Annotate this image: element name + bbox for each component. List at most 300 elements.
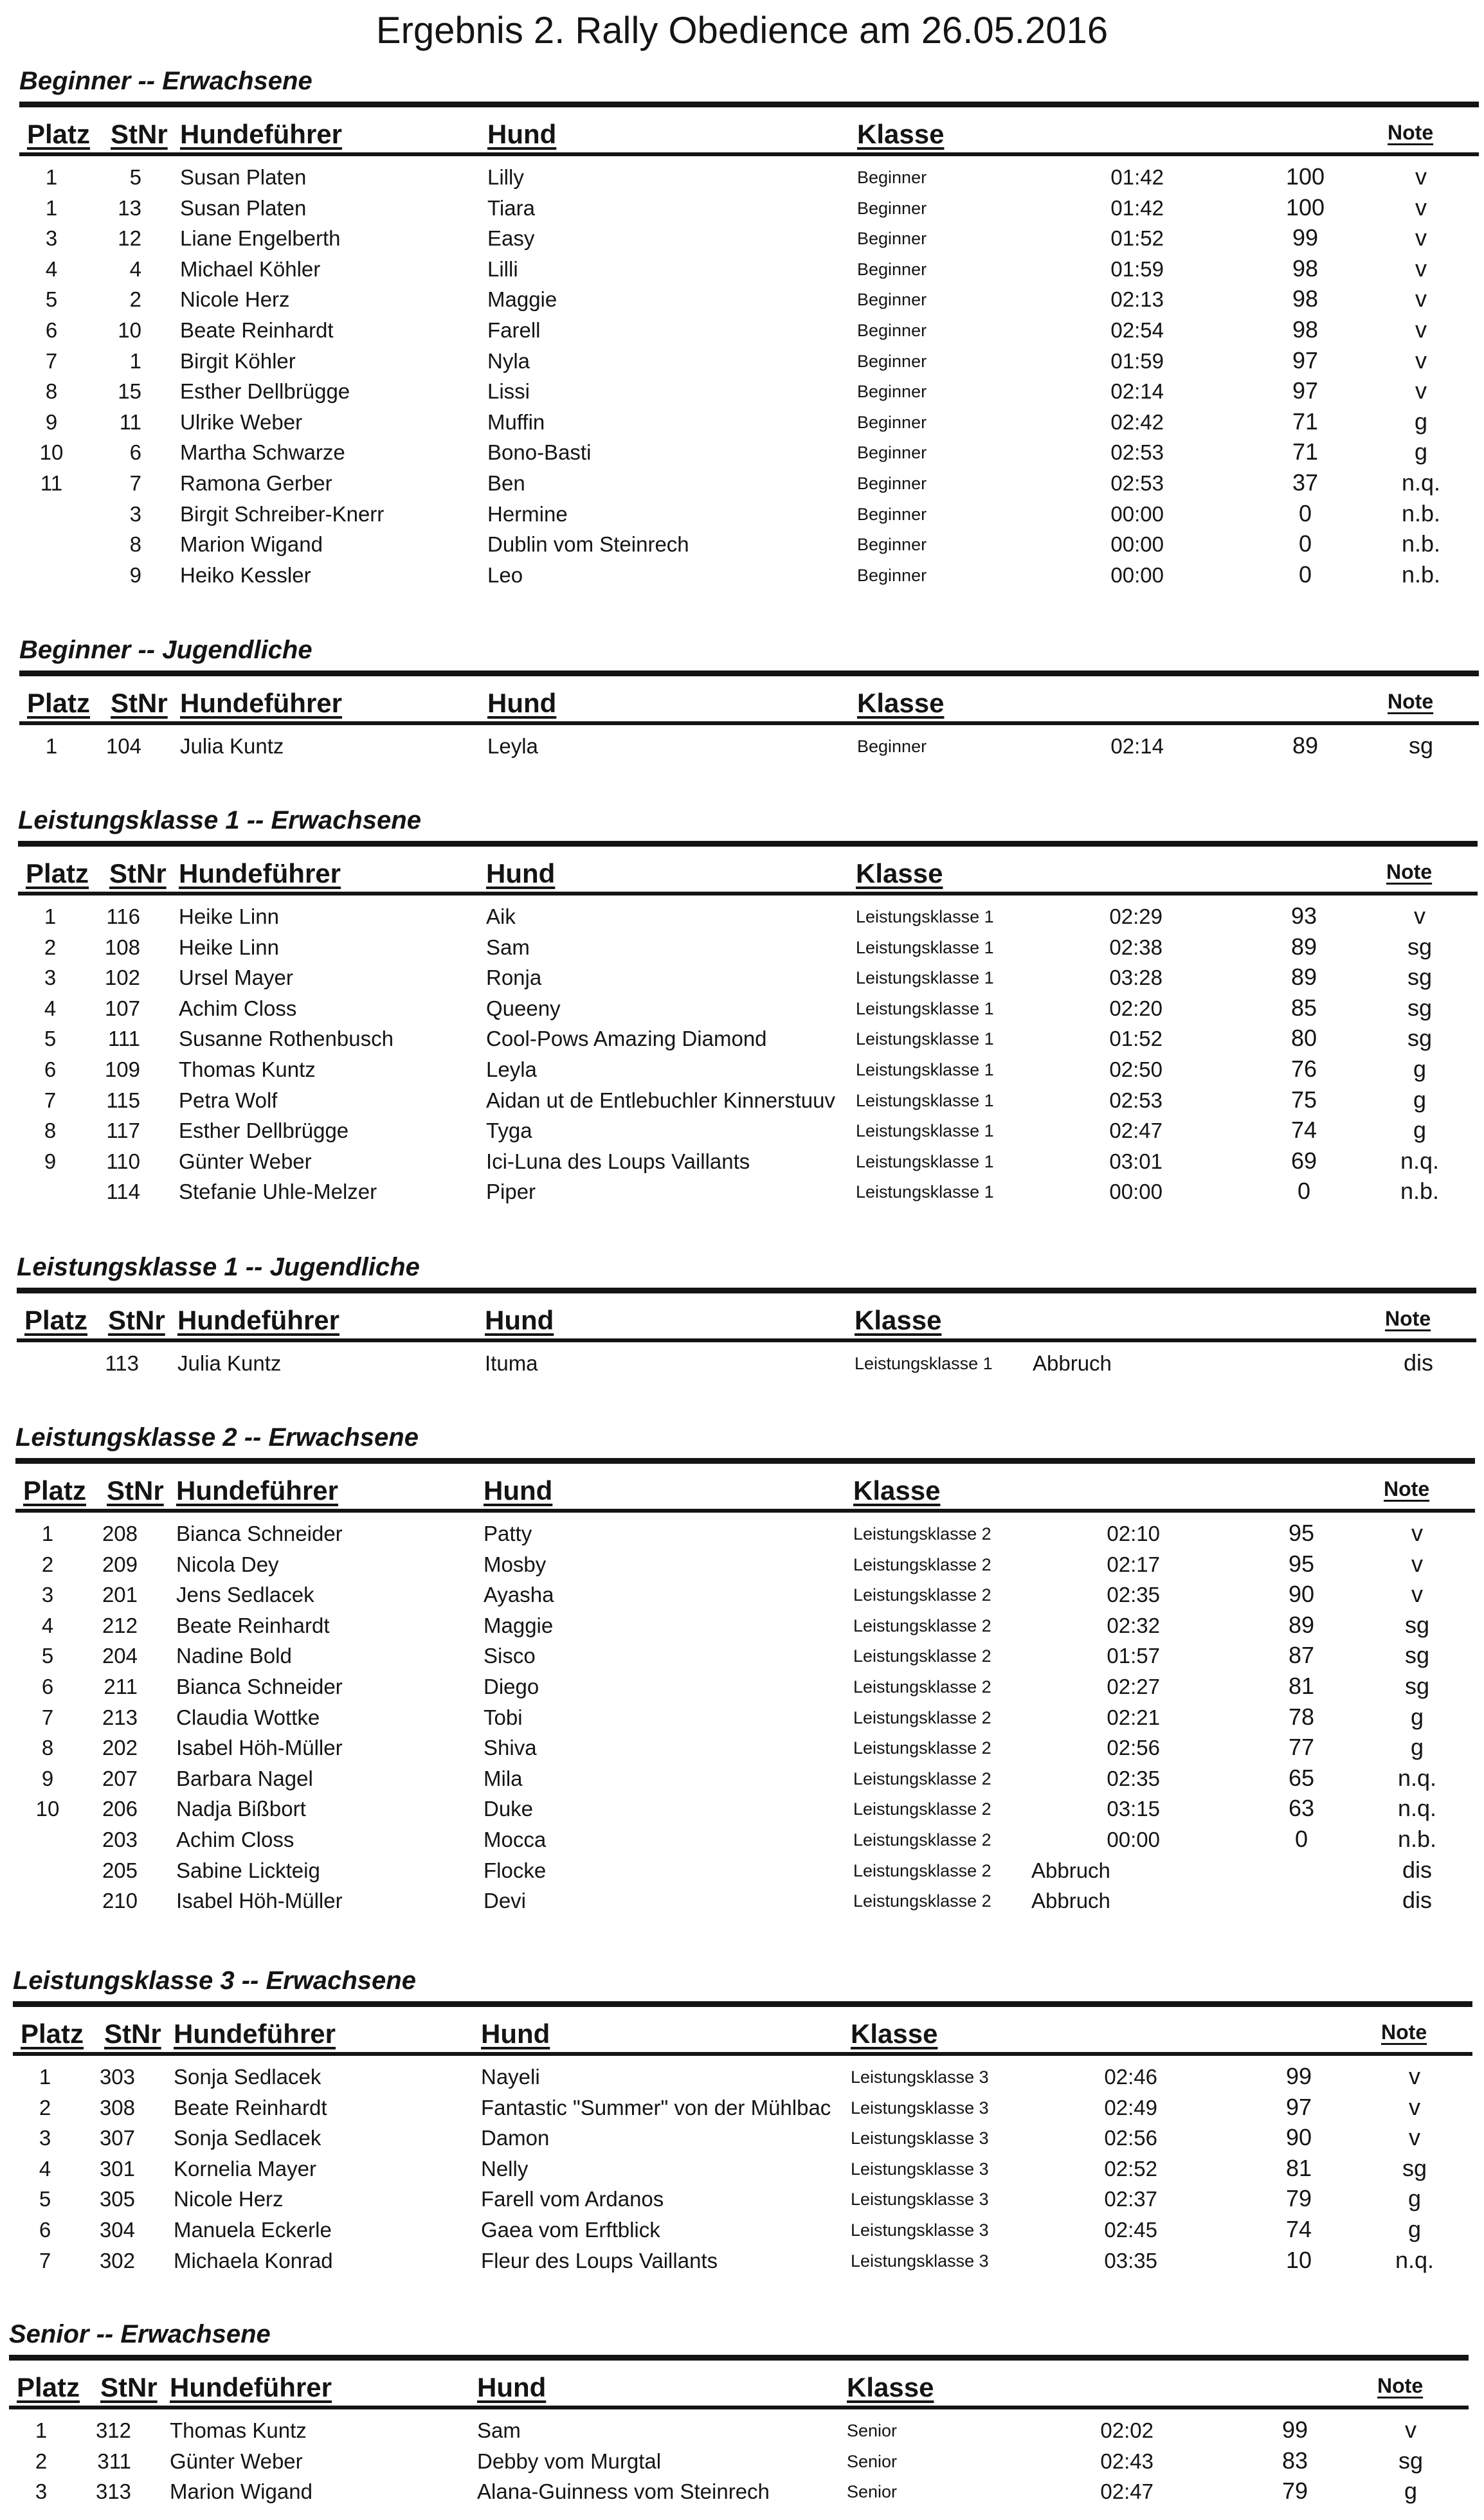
cell-pk: 90 — [1285, 2124, 1312, 2151]
cell-note: v — [1415, 346, 1427, 374]
cell-lz: 02:13 — [1110, 287, 1164, 312]
cell-pk: 89 — [1292, 732, 1319, 759]
cell-hf: Birgit Köhler — [180, 348, 296, 373]
cell-platz: 1 — [45, 734, 58, 758]
cell-klasse: Leistungsklasse 2 — [853, 1646, 991, 1666]
table-row — [9, 2445, 1469, 2476]
cell-klasse: Leistungsklasse 2 — [853, 1769, 991, 1788]
cell-hf: Sonja Sedlacek — [174, 2065, 321, 2089]
cell-platz: 10 — [39, 440, 64, 465]
cell-lz: 02:35 — [1107, 1766, 1160, 1790]
cell-hf: Achim Closs — [176, 1827, 294, 1851]
cell-klasse: Senior — [847, 2482, 898, 2502]
table-row — [13, 2245, 1472, 2276]
table-row — [15, 1671, 1475, 1702]
cell-stnr: 201 — [102, 1583, 138, 1607]
cell-hund: Mila — [484, 1766, 523, 1790]
cell-pk: 37 — [1292, 469, 1319, 496]
table-header — [9, 2361, 1469, 2406]
cell-hf: Bianca Schneider — [176, 1674, 343, 1698]
cell-note: v — [1409, 2124, 1420, 2151]
cell-hund: Ben — [487, 471, 525, 495]
cell-stnr: 301 — [99, 2156, 135, 2181]
cell-pk: 74 — [1290, 1117, 1317, 1144]
cell-stnr: 205 — [102, 1858, 138, 1882]
cell-platz: 7 — [44, 1088, 57, 1112]
table-row — [19, 345, 1479, 376]
cell-klasse: Beginner — [857, 737, 927, 756]
cell-platz: 1 — [39, 2065, 51, 2089]
cell-klasse: Leistungsklasse 3 — [851, 2098, 989, 2118]
cell-pk: 71 — [1292, 408, 1319, 435]
page-title: Ergebnis 2. Rally Obedience am 26.05.2016 — [376, 10, 1108, 51]
table-header — [15, 1464, 1475, 1509]
cell-hf: Isabel Höh-Müller — [176, 1736, 343, 1760]
cell-klasse: Beginner — [857, 565, 927, 585]
cell-pk: 90 — [1288, 1581, 1315, 1608]
header-underline — [9, 2406, 1469, 2409]
cell-pk: 83 — [1281, 2447, 1308, 2474]
cell-hund: Farell — [487, 318, 541, 342]
cell-pk: 63 — [1288, 1795, 1315, 1822]
cell-lz: 02:45 — [1104, 2217, 1157, 2242]
column-header-hf: Hundeführer — [180, 688, 342, 718]
cell-klasse: Leistungsklasse 1 — [856, 1029, 994, 1049]
cell-note: v — [1411, 1550, 1423, 1577]
cell-hund: Debby vom Murgtal — [477, 2449, 662, 2473]
cell-lz: 02:53 — [1109, 1088, 1163, 1112]
table-row — [9, 2415, 1469, 2445]
cell-stnr: 116 — [106, 905, 140, 928]
cell-stnr: 12 — [118, 226, 141, 251]
table-row — [15, 1885, 1475, 1916]
cell-klasse: Senior — [847, 2421, 898, 2440]
table-row — [13, 2122, 1472, 2153]
cell-hf: Nicola Dey — [176, 1552, 279, 1576]
cell-hund: Nelly — [481, 2156, 529, 2181]
cell-hund: Queeny — [486, 996, 561, 1020]
cell-hund: Cool-Pows Amazing Diamond — [486, 1027, 767, 1051]
cell-stnr: 6 — [129, 440, 141, 465]
cell-stnr: 104 — [105, 734, 141, 758]
cell-lz: 03:15 — [1107, 1797, 1160, 1821]
table-body — [19, 161, 1479, 590]
header-underline — [19, 152, 1479, 156]
cell-stnr: 114 — [106, 1180, 140, 1204]
cell-hf: Birgit Schreiber-Knerr — [180, 501, 385, 526]
cell-note: sg — [1407, 994, 1433, 1021]
cell-hf: Heike Linn — [179, 905, 279, 928]
cell-stnr: 115 — [106, 1088, 140, 1112]
cell-platz: 7 — [41, 1705, 54, 1729]
cell-hf: Günter Weber — [179, 1149, 312, 1173]
section-leistungsklasse-2-erwachsene — [15, 1421, 1475, 1916]
cell-hf: Martha Schwarze — [180, 440, 345, 465]
column-header-platz: Platz — [27, 119, 91, 149]
cell-pk: 81 — [1288, 1672, 1315, 1699]
cell-platz: 1 — [41, 1522, 54, 1545]
cell-klasse: Leistungsklasse 2 — [853, 1891, 991, 1911]
header-underline — [13, 2052, 1472, 2056]
table-row — [13, 2061, 1472, 2092]
cell-klasse: Beginner — [857, 320, 927, 340]
cell-klasse: Leistungsklasse 2 — [853, 1616, 991, 1635]
table-header — [18, 847, 1478, 892]
section-title: Leistungsklasse 1 -- Jugendliche — [17, 1253, 420, 1281]
cell-platz: 2 — [35, 2449, 48, 2473]
section-divider — [17, 1288, 1476, 1293]
cell-note: v — [1411, 1581, 1423, 1608]
cell-lz: 02:49 — [1104, 2095, 1157, 2120]
cell-hf: Petra Wolf — [179, 1088, 278, 1112]
cell-note: g — [1410, 1734, 1424, 1761]
section-title: Leistungsklasse 2 -- Erwachsene — [15, 1423, 419, 1452]
cell-hf: Beate Reinhardt — [180, 318, 334, 342]
cell-stnr: 311 — [97, 2449, 131, 2473]
table-row — [18, 1084, 1478, 1115]
cell-hf: Heiko Kessler — [180, 562, 311, 587]
cell-hf: Marion Wigand — [170, 2480, 312, 2504]
section-title: Leistungsklasse 3 -- Erwachsene — [13, 1967, 416, 1995]
table-header — [19, 676, 1479, 721]
table-body — [17, 1347, 1476, 1378]
cell-pk: 99 — [1281, 2416, 1308, 2443]
section-divider — [19, 102, 1479, 107]
section-title: Leistungsklasse 1 -- Erwachsene — [18, 806, 421, 834]
cell-lz: 02:52 — [1104, 2156, 1157, 2181]
cell-lz: 02:56 — [1104, 2126, 1157, 2150]
cell-stnr: 15 — [118, 379, 141, 404]
cell-hund: Patty — [484, 1522, 532, 1545]
cell-stnr: 109 — [104, 1057, 140, 1081]
cell-platz: 4 — [39, 2156, 51, 2181]
cell-pk: 71 — [1292, 438, 1319, 465]
cell-klasse: Leistungsklasse 2 — [853, 1860, 991, 1880]
cell-lz: 02:32 — [1107, 1613, 1160, 1637]
cell-klasse: Leistungsklasse 1 — [856, 937, 994, 957]
cell-platz: 2 — [41, 1552, 54, 1576]
cell-hf: Stefanie Uhle-Melzer — [179, 1180, 377, 1204]
cell-platz: 1 — [44, 905, 57, 928]
cell-hf: Barbara Nagel — [176, 1766, 313, 1790]
table-body — [9, 2415, 1469, 2506]
column-header-stnr: StNr — [109, 858, 167, 888]
cell-hf: Susan Platen — [180, 195, 307, 220]
cell-platz: 9 — [44, 1149, 57, 1173]
cell-klasse: Beginner — [857, 504, 927, 524]
cell-lz: 00:00 — [1110, 501, 1164, 526]
cell-klasse: Beginner — [857, 535, 927, 555]
cell-stnr: 4 — [129, 256, 141, 281]
cell-abbr: Abbruch — [1031, 1889, 1110, 1913]
cell-hund: Flocke — [484, 1858, 547, 1882]
cell-lz: 02:20 — [1109, 996, 1163, 1020]
cell-lz: 01:52 — [1110, 226, 1164, 251]
cell-platz: 1 — [45, 195, 58, 220]
cell-lz: 02:47 — [1109, 1119, 1163, 1143]
cell-klasse: Beginner — [857, 412, 927, 432]
cell-note: sg — [1404, 1611, 1430, 1638]
cell-stnr: 1 — [129, 348, 141, 373]
column-header-hund: Hund — [481, 2019, 550, 2049]
cell-pk: 100 — [1285, 194, 1325, 221]
cell-platz: 2 — [39, 2095, 51, 2120]
cell-note: sg — [1407, 964, 1433, 991]
cell-lz: 01:57 — [1107, 1644, 1160, 1668]
table-row — [19, 467, 1479, 498]
cell-lz: 02:53 — [1110, 471, 1164, 495]
cell-stnr: 302 — [99, 2248, 135, 2272]
column-header-note: Note — [1388, 121, 1434, 144]
cell-hund: Tobi — [484, 1705, 523, 1729]
cell-note: n.q. — [1395, 2246, 1434, 2273]
cell-platz: 1 — [35, 2418, 48, 2442]
cell-stnr: 206 — [102, 1797, 138, 1821]
cell-hf: Michaela Konrad — [174, 2248, 333, 2272]
cell-lz: 02:14 — [1110, 379, 1164, 404]
column-header-hund: Hund — [487, 688, 557, 718]
cell-hf: Susanne Rothenbusch — [179, 1027, 394, 1051]
cell-note: sg — [1404, 1642, 1430, 1669]
cell-lz: 02:50 — [1109, 1057, 1163, 1081]
column-header-hund: Hund — [484, 1475, 553, 1506]
cell-klasse: Leistungsklasse 2 — [853, 1524, 991, 1544]
cell-lz: 02:47 — [1100, 2480, 1154, 2504]
cell-pk: 69 — [1290, 1147, 1317, 1174]
section-title: Senior -- Erwachsene — [9, 2320, 271, 2348]
cell-klasse: Beginner — [857, 168, 927, 187]
cell-hund: Aidan ut de Entlebuchler Kinnerstuuv — [486, 1088, 836, 1112]
cell-pk: 87 — [1288, 1642, 1315, 1669]
cell-platz: 11 — [40, 471, 63, 495]
cell-klasse: Leistungsklasse 1 — [856, 1090, 994, 1110]
cell-klasse: Leistungsklasse 2 — [853, 1707, 991, 1727]
cell-hf: Claudia Wottke — [176, 1705, 320, 1729]
cell-pk: 99 — [1292, 224, 1319, 251]
cell-pk: 0 — [1298, 530, 1312, 557]
cell-pk: 95 — [1288, 1550, 1315, 1577]
cell-pk: 78 — [1288, 1703, 1315, 1730]
cell-platz: 8 — [45, 379, 58, 404]
cell-klasse: Leistungsklasse 3 — [851, 2128, 989, 2148]
cell-hund: Leo — [487, 562, 523, 587]
cell-note: v — [1411, 1520, 1423, 1546]
cell-platz: 4 — [44, 996, 57, 1020]
cell-hund: Ayasha — [484, 1583, 554, 1607]
cell-pk: 98 — [1292, 285, 1319, 312]
cell-pk: 79 — [1285, 2185, 1312, 2212]
cell-lz: 00:00 — [1110, 532, 1164, 557]
cell-note: sg — [1398, 2447, 1424, 2474]
cell-hund: Tyga — [486, 1119, 532, 1143]
table-body — [18, 901, 1478, 1207]
cell-stnr: 113 — [105, 1351, 139, 1375]
cell-platz: 6 — [44, 1057, 57, 1081]
cell-klasse: Beginner — [857, 259, 927, 279]
cell-note: n.q. — [1397, 1795, 1437, 1822]
table-row — [19, 284, 1479, 314]
column-header-note: Note — [1386, 860, 1433, 883]
table-row — [19, 559, 1479, 590]
cell-stnr: 213 — [102, 1705, 138, 1729]
header-underline — [18, 892, 1478, 896]
cell-stnr: 5 — [129, 165, 141, 189]
cell-note: dis — [1402, 1887, 1433, 1914]
cell-lz: 02:21 — [1107, 1705, 1160, 1729]
table-body — [15, 1518, 1475, 1916]
cell-platz: 5 — [39, 2187, 51, 2211]
table-row — [13, 2214, 1472, 2245]
cell-note: sg — [1402, 2154, 1427, 2181]
cell-note: dis — [1402, 1856, 1433, 1883]
cell-pk: 0 — [1298, 561, 1312, 588]
cell-note: g — [1407, 2185, 1422, 2212]
cell-klasse: Beginner — [857, 351, 927, 371]
cell-hf: Ramona Gerber — [180, 471, 332, 495]
section-divider — [15, 1458, 1475, 1464]
table-row — [15, 1579, 1475, 1610]
table-row — [19, 253, 1479, 284]
table-row — [15, 1855, 1475, 1886]
cell-platz: 5 — [44, 1027, 57, 1051]
cell-note: g — [1404, 2478, 1418, 2505]
cell-pk: 97 — [1285, 2093, 1312, 2120]
cell-stnr: 107 — [104, 996, 140, 1020]
column-header-klasse: Klasse — [857, 688, 945, 718]
table-row — [18, 1023, 1478, 1054]
cell-lz: 03:28 — [1109, 966, 1163, 990]
cell-lz: 03:01 — [1109, 1149, 1163, 1173]
cell-hund: Bono-Basti — [487, 440, 592, 465]
cell-platz: 3 — [44, 966, 57, 990]
cell-pk: 97 — [1292, 377, 1319, 404]
cell-pk: 0 — [1298, 500, 1312, 526]
cell-note: n.b. — [1400, 1178, 1440, 1205]
cell-klasse: Leistungsklasse 2 — [853, 1738, 991, 1758]
cell-hund: Nyla — [487, 348, 530, 373]
cell-note: g — [1413, 1055, 1427, 1082]
cell-lz: 02:37 — [1104, 2187, 1157, 2211]
cell-lz: 02:46 — [1104, 2065, 1157, 2089]
cell-hund: Maggie — [484, 1613, 554, 1637]
cell-stnr: 308 — [99, 2095, 135, 2120]
table-row — [19, 406, 1479, 437]
cell-klasse: Leistungsklasse 3 — [851, 2067, 989, 2087]
column-header-hf: Hundeführer — [176, 1475, 338, 1506]
table-row — [18, 962, 1478, 993]
cell-note: g — [1414, 438, 1428, 465]
table-row — [15, 1549, 1475, 1580]
cell-hund: Lissi — [487, 379, 530, 404]
cell-pk: 77 — [1288, 1734, 1315, 1761]
cell-klasse: Senior — [847, 2451, 898, 2471]
column-header-klasse: Klasse — [847, 2372, 934, 2402]
cell-hf: Kornelia Mayer — [174, 2156, 316, 2181]
cell-hund: Ronja — [486, 966, 542, 990]
cell-platz: 7 — [39, 2248, 51, 2272]
table-row — [15, 1763, 1475, 1794]
cell-pk: 81 — [1285, 2154, 1312, 2181]
column-header-note: Note — [1377, 2374, 1424, 2397]
cell-note: g — [1413, 1086, 1427, 1113]
column-header-platz: Platz — [17, 2372, 80, 2402]
cell-pk: 76 — [1290, 1055, 1317, 1082]
cell-hund: Mosby — [484, 1552, 547, 1576]
cell-pk: 95 — [1288, 1520, 1315, 1546]
table-row — [19, 314, 1479, 345]
cell-platz: 5 — [41, 1644, 54, 1668]
cell-pk: 85 — [1290, 994, 1317, 1021]
cell-note: n.q. — [1401, 469, 1441, 496]
cell-hf: Heike Linn — [179, 935, 279, 959]
cell-hund: Damon — [481, 2126, 550, 2150]
table-row — [19, 730, 1479, 761]
cell-klasse: Leistungsklasse 3 — [851, 2159, 989, 2179]
cell-lz: 02:27 — [1107, 1674, 1160, 1698]
column-header-klasse: Klasse — [856, 858, 943, 888]
cell-lz: 01:52 — [1109, 1027, 1163, 1051]
cell-note: v — [1409, 2093, 1420, 2120]
cell-note: g — [1407, 2215, 1422, 2242]
cell-hund: Aik — [486, 905, 516, 928]
table-body — [13, 2061, 1472, 2275]
column-header-klasse: Klasse — [855, 1305, 942, 1335]
cell-hf: Günter Weber — [170, 2449, 303, 2473]
cell-pk: 89 — [1290, 964, 1317, 991]
cell-hf: Bianca Schneider — [176, 1522, 343, 1545]
cell-hund: Fantastic "Summer" von der Mühlbac — [481, 2095, 831, 2120]
cell-lz: 02:17 — [1107, 1552, 1160, 1576]
cell-note: g — [1414, 408, 1428, 435]
table-row — [13, 2153, 1472, 2184]
column-header-note: Note — [1384, 1477, 1430, 1500]
cell-klasse: Leistungsklasse 1 — [856, 907, 994, 926]
cell-hf: Marion Wigand — [180, 532, 323, 557]
section-leistungsklasse-1-jugendliche — [17, 1250, 1476, 1378]
header-underline — [17, 1338, 1476, 1342]
cell-stnr: 202 — [102, 1736, 138, 1760]
column-header-hund: Hund — [477, 2372, 547, 2402]
section-divider — [13, 2001, 1472, 2007]
cell-platz: 5 — [45, 287, 58, 312]
cell-stnr: 110 — [106, 1149, 140, 1173]
table-row — [15, 1610, 1475, 1641]
cell-hf: Michael Köhler — [180, 256, 321, 281]
cell-stnr: 102 — [104, 966, 140, 990]
section-beginner-jugendliche — [19, 633, 1479, 761]
cell-hund: Mocca — [484, 1827, 547, 1851]
column-header-platz: Platz — [23, 1475, 87, 1506]
header-underline — [19, 721, 1479, 725]
cell-lz: 02:35 — [1107, 1583, 1160, 1607]
cell-hf: Thomas Kuntz — [179, 1057, 316, 1081]
cell-hund: Duke — [484, 1797, 534, 1821]
cell-stnr: 209 — [102, 1552, 138, 1576]
cell-klasse: Beginner — [857, 382, 927, 402]
table-row — [19, 498, 1479, 529]
cell-stnr: 303 — [99, 2065, 135, 2089]
cell-hf: Manuela Eckerle — [174, 2217, 332, 2242]
cell-hund: Ici-Luna des Loups Vaillants — [486, 1149, 750, 1173]
cell-hund: Devi — [484, 1889, 527, 1913]
cell-stnr: 207 — [102, 1766, 138, 1790]
column-header-stnr: StNr — [104, 2019, 161, 2049]
cell-note: sg — [1408, 732, 1434, 759]
cell-hund: Maggie — [487, 287, 557, 312]
cell-hf: Nicole Herz — [180, 287, 290, 312]
column-header-platz: Platz — [21, 2019, 84, 2049]
cell-note: sg — [1407, 1025, 1433, 1052]
